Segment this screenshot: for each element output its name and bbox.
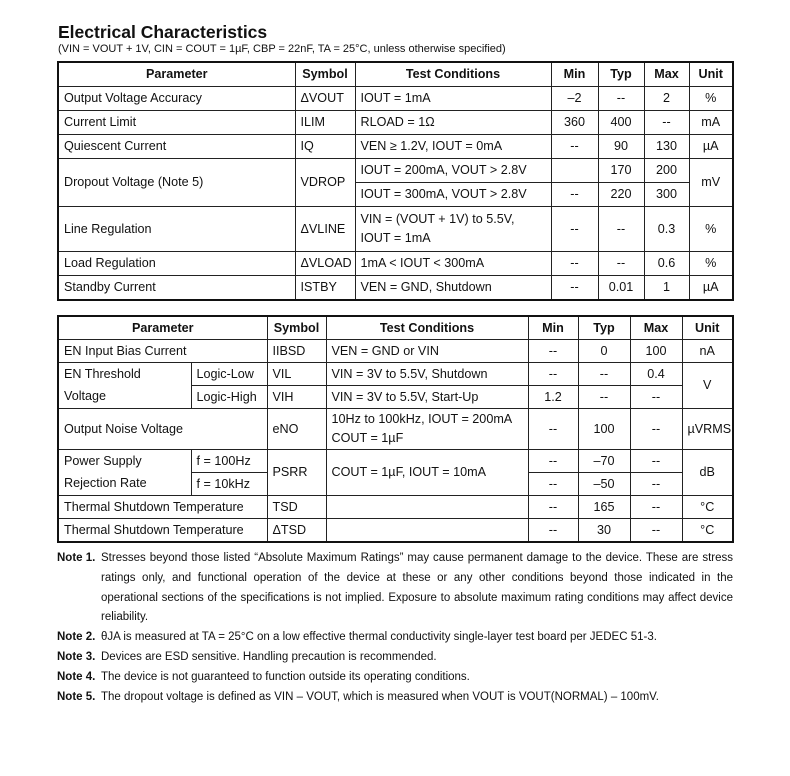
cell-max: -- [630, 386, 682, 409]
cell-symbol: ΔVLOAD [295, 252, 355, 276]
header-min: Min [551, 62, 598, 87]
cell-min: -- [528, 519, 578, 543]
cell-subparameter: f = 100Hz [191, 450, 267, 473]
cell-max: 300 [644, 183, 689, 207]
cell-min: 1.2 [528, 386, 578, 409]
cell-parameter: Quiescent Current [58, 135, 295, 159]
cell-max: -- [630, 519, 682, 543]
note-label: Note 1. [57, 552, 96, 564]
note-label: Note 4. [57, 670, 96, 683]
header-test-conditions: Test Conditions [326, 316, 528, 340]
cell-min: -- [528, 340, 578, 363]
cell-parameter: Standby Current [58, 276, 295, 301]
electrical-characteristics-table-2 [57, 315, 734, 543]
note-text: The device is not guaranteed to function outside its operating conditions. [101, 670, 470, 683]
header-typ: Typ [578, 316, 630, 340]
cell-parameter: Output Voltage Accuracy [58, 87, 295, 111]
cell-typ: 0.01 [598, 276, 644, 301]
cell-typ: -- [578, 363, 630, 386]
cell-conditions [326, 496, 528, 519]
cell-parameter: EN Input Bias Current [58, 340, 267, 363]
cell-unit: % [689, 207, 733, 252]
cell-conditions: VIN = 3V to 5.5V, Shutdown [326, 363, 528, 386]
table-row [58, 207, 733, 252]
cell-parameter: EN Threshold [58, 363, 191, 386]
cell-min: -- [528, 473, 578, 496]
cell-unit: µA [689, 135, 733, 159]
cell-unit: µA [689, 276, 733, 301]
cell-max: 1 [644, 276, 689, 301]
header-unit: Unit [682, 316, 733, 340]
cell-conditions: IOUT = 300mA, VOUT > 2.8V [355, 183, 551, 207]
header-min: Min [528, 316, 578, 340]
cell-symbol: IIBSD [267, 340, 326, 363]
note-text: θJA is measured at TA = 25°C on a low effective thermal conductivity single-layer test board per JEDEC 51-3. [101, 631, 657, 644]
electrical-characteristics-table-1 [57, 61, 734, 301]
cell-unit: °C [682, 519, 733, 543]
cell-max: 2 [644, 87, 689, 111]
cell-typ: 170 [598, 159, 644, 183]
cell-unit: mA [689, 111, 733, 135]
cell-symbol: IQ [295, 135, 355, 159]
cell-min [551, 159, 598, 183]
cell-typ: -- [598, 207, 644, 252]
cell-subparameter: Logic-Low [191, 363, 267, 386]
header-unit: Unit [689, 62, 733, 87]
cell-symbol: ΔTSD [267, 519, 326, 543]
cell-max: 0.6 [644, 252, 689, 276]
cell-typ: 100 [578, 409, 630, 450]
note-label: Note 2. [57, 631, 96, 644]
cell-parameter: Thermal Shutdown Temperature [58, 496, 267, 519]
table-row [58, 276, 733, 301]
cell-max: -- [630, 450, 682, 473]
table-header-row [58, 316, 733, 340]
table-row [58, 409, 733, 450]
cell-conditions [355, 207, 551, 252]
cell-typ: 220 [598, 183, 644, 207]
cell-parameter: Output Noise Voltage [58, 409, 267, 450]
cell-unit: % [689, 87, 733, 111]
conditions-line-2: COUT = 1µF [331, 431, 404, 445]
cell-max: 100 [630, 340, 682, 363]
table-row [58, 386, 733, 409]
cell-typ: –70 [578, 450, 630, 473]
table-row [58, 496, 733, 519]
cell-unit: dB [682, 450, 733, 496]
table-row [58, 87, 733, 111]
note-label: Note 5. [57, 690, 96, 703]
section-title: Electrical Characteristics [58, 22, 268, 42]
note-item [57, 549, 733, 628]
cell-symbol: VIH [267, 386, 326, 409]
cell-max: -- [644, 111, 689, 135]
cell-symbol: TSD [267, 496, 326, 519]
cell-unit: °C [682, 496, 733, 519]
conditions-line-2: IOUT = 1mA [360, 231, 431, 245]
cell-conditions: VEN = GND or VIN [326, 340, 528, 363]
note-text: The dropout voltage is defined as VIN – VOUT, which is measured when VOUT is VOUT(NORMAL) – 100mV. [101, 690, 659, 703]
cell-conditions: VEN = GND, Shutdown [355, 276, 551, 301]
conditions-line-1: 10Hz to 100kHz, IOUT = 200mA [331, 412, 513, 426]
header-max: Max [644, 62, 689, 87]
note-text: Devices are ESD sensitive. Handling precaution is recommended. [101, 650, 437, 663]
cell-symbol: ISTBY [295, 276, 355, 301]
cell-max: 0.4 [630, 363, 682, 386]
note-item [57, 688, 733, 708]
cell-symbol: VIL [267, 363, 326, 386]
cell-min: -- [528, 409, 578, 450]
cell-conditions [326, 519, 528, 543]
header-symbol: Symbol [267, 316, 326, 340]
cell-symbol: VDROP [295, 159, 355, 207]
cell-parameter: Load Regulation [58, 252, 295, 276]
cell-conditions: COUT = 1µF, IOUT = 10mA [326, 450, 528, 496]
cell-subparameter: f = 10kHz [191, 473, 267, 496]
cell-min: -- [551, 183, 598, 207]
cell-max: -- [630, 409, 682, 450]
note-item [57, 668, 733, 688]
cell-typ: 165 [578, 496, 630, 519]
cell-typ: –50 [578, 473, 630, 496]
cell-parameter: Current Limit [58, 111, 295, 135]
cell-symbol: eNO [267, 409, 326, 450]
test-conditions-subtitle: (VIN = VOUT + 1V, CIN = COUT = 1µF, CBP = 22nF, TA = 25°C, unless otherwise specified) [58, 43, 506, 55]
cell-unit: % [689, 252, 733, 276]
cell-max: 130 [644, 135, 689, 159]
cell-conditions: IOUT = 1mA [355, 87, 551, 111]
cell-unit: V [682, 363, 733, 409]
cell-conditions: IOUT = 200mA, VOUT > 2.8V [355, 159, 551, 183]
table-row [58, 519, 733, 543]
cell-min: -- [551, 135, 598, 159]
cell-typ: -- [598, 252, 644, 276]
header-test-conditions: Test Conditions [355, 62, 551, 87]
cell-min: -- [551, 276, 598, 301]
cell-typ: 0 [578, 340, 630, 363]
conditions-line-1: VIN = (VOUT + 1V) to 5.5V, [360, 212, 515, 226]
table-row [58, 111, 733, 135]
cell-min: –2 [551, 87, 598, 111]
cell-min: 360 [551, 111, 598, 135]
cell-subparameter: Logic-High [191, 386, 267, 409]
cell-symbol: ILIM [295, 111, 355, 135]
cell-min: -- [528, 363, 578, 386]
notes-section [57, 549, 733, 707]
note-text: Stresses beyond those listed “Absolute Maximum Ratings” may cause permanent damage to the device. These are stress ratings only, and functional operation of the device at these or any other conditions beyond those indicated in the operational sections of the specifications is not implied. Exposure to absolute maximum rating conditions may affect device reliability. [101, 552, 733, 624]
cell-conditions [326, 409, 528, 450]
cell-conditions: VIN = 3V to 5.5V, Start-Up [326, 386, 528, 409]
cell-max: -- [630, 473, 682, 496]
cell-unit: µVRMS [682, 409, 733, 450]
note-item [57, 628, 733, 648]
cell-min: -- [551, 207, 598, 252]
table-row [58, 450, 733, 473]
table-row [58, 135, 733, 159]
cell-parameter: Rejection Rate [58, 473, 191, 496]
cell-parameter: Line Regulation [58, 207, 295, 252]
cell-parameter: Dropout Voltage (Note 5) [58, 159, 295, 207]
cell-parameter: Voltage [58, 386, 191, 409]
cell-min: -- [551, 252, 598, 276]
header-parameter: Parameter [58, 316, 267, 340]
header-max: Max [630, 316, 682, 340]
cell-typ: 90 [598, 135, 644, 159]
cell-symbol: ΔVLINE [295, 207, 355, 252]
cell-conditions: RLOAD = 1Ω [355, 111, 551, 135]
table-row [58, 159, 733, 183]
header-parameter: Parameter [58, 62, 295, 87]
cell-conditions: VEN ≥ 1.2V, IOUT = 0mA [355, 135, 551, 159]
cell-min: -- [528, 496, 578, 519]
cell-max: 200 [644, 159, 689, 183]
cell-typ: -- [578, 386, 630, 409]
table-header-row [58, 62, 733, 87]
cell-parameter: Power Supply [58, 450, 191, 473]
cell-typ: -- [598, 87, 644, 111]
cell-max: -- [630, 496, 682, 519]
header-typ: Typ [598, 62, 644, 87]
cell-conditions: 1mA < IOUT < 300mA [355, 252, 551, 276]
table-row [58, 340, 733, 363]
note-label: Note 3. [57, 650, 96, 663]
cell-min: -- [528, 450, 578, 473]
header-symbol: Symbol [295, 62, 355, 87]
table-row [58, 252, 733, 276]
table-row [58, 363, 733, 386]
cell-typ: 400 [598, 111, 644, 135]
cell-unit: mV [689, 159, 733, 207]
cell-symbol: PSRR [267, 450, 326, 496]
cell-symbol: ΔVOUT [295, 87, 355, 111]
cell-parameter: Thermal Shutdown Temperature [58, 519, 267, 543]
cell-unit: nA [682, 340, 733, 363]
note-item [57, 648, 733, 668]
cell-typ: 30 [578, 519, 630, 543]
cell-max: 0.3 [644, 207, 689, 252]
